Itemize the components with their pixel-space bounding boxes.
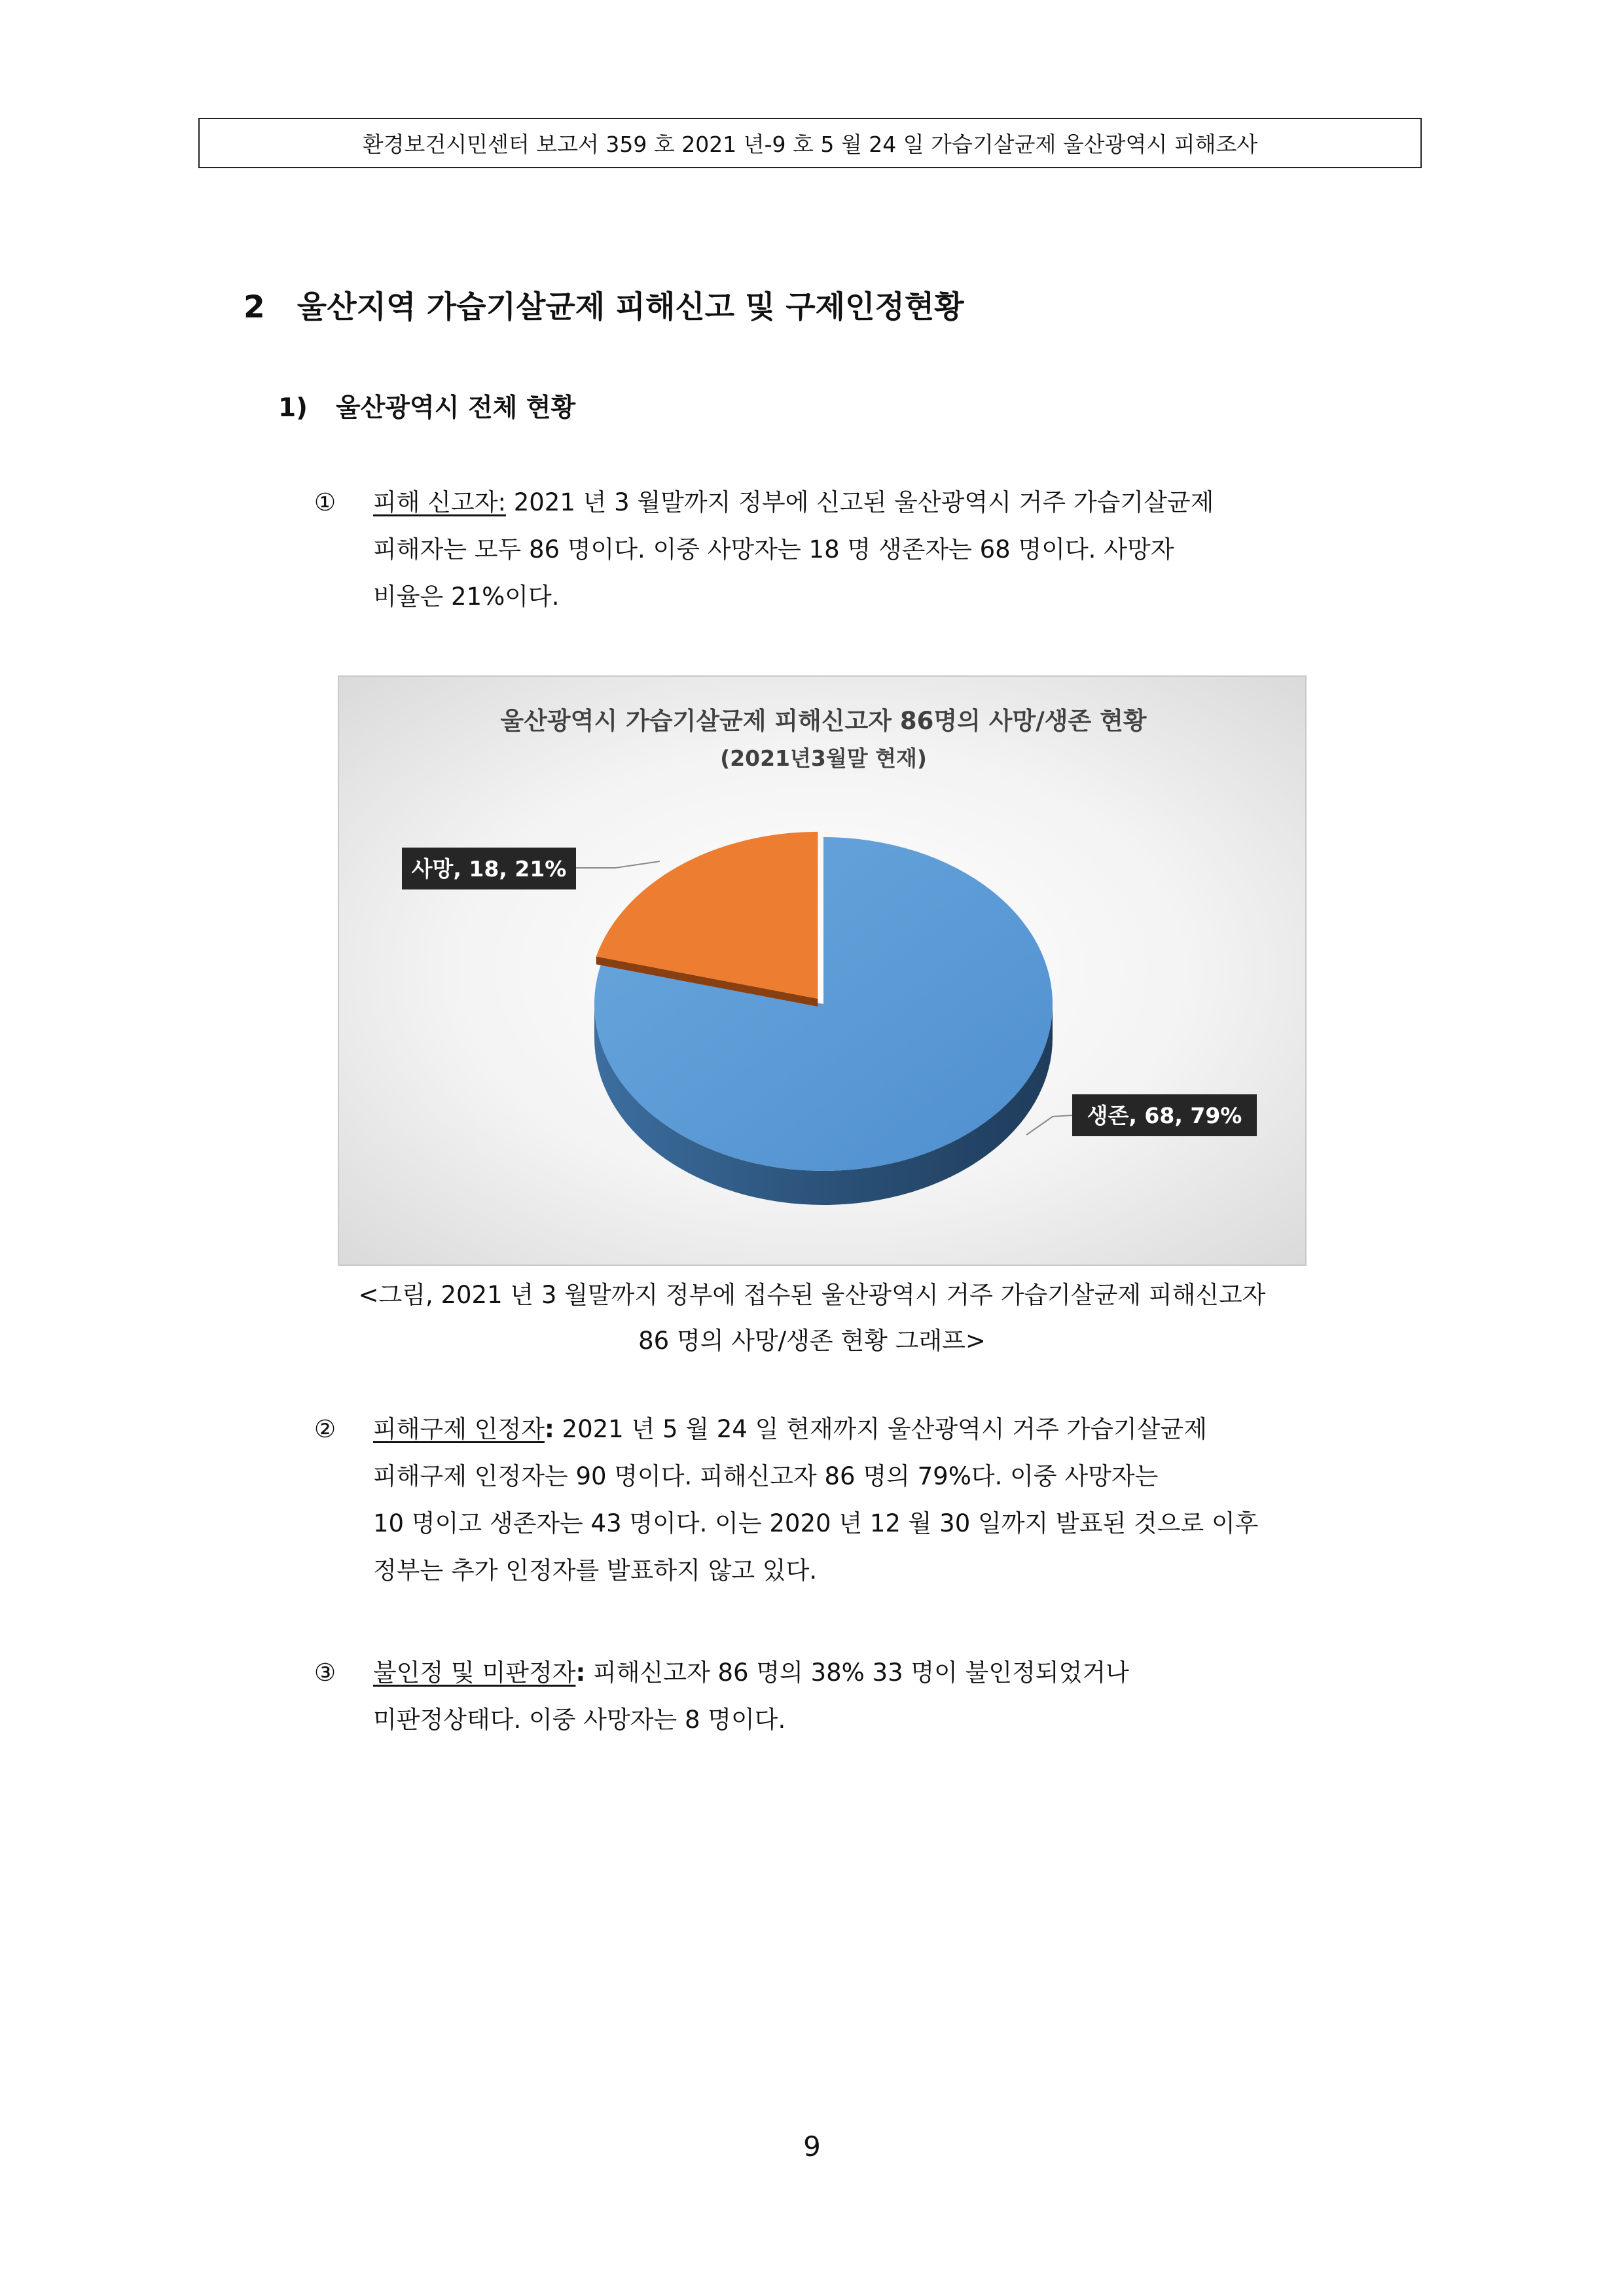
chart-title: 울산광역시 가습기살균제 피해신고자 86명의 사망/생존 현황 [500, 707, 1147, 735]
caption-line: <그림, 2021 년 3 월말까지 정부에 접수된 울산광역시 거주 가습기살균제 피해신고자 [358, 1281, 1266, 1309]
subsection-title [278, 387, 575, 424]
item-text-line: 미판정상태다. 이중 사망자는 8 명이다. [373, 1706, 786, 1734]
data-label-death-text: 사망, 18, 21% [411, 856, 567, 882]
caption-line: 86 명의 사망/생존 현황 그래프> [638, 1327, 986, 1355]
item-marker: ② [314, 1415, 336, 1443]
data-label-death [402, 848, 576, 889]
report-header [198, 118, 1422, 168]
item-text-line: 10 명이고 생존자는 43 명이다. 이는 2020 년 12 월 30 일까지 발표된 것으로 이후 [373, 1509, 1259, 1537]
section-title [244, 283, 964, 327]
report-header-text: 환경보건시민센터 보고서 359 호 2021 년-9 호 5 월 24 일 가습기살균제 울산광역시 피해조사 [362, 132, 1258, 157]
item-text-line: 2021 년 3 월말까지 정부에 신고된 울산광역시 거주 가습기살균제 [505, 488, 1214, 516]
page-number: 9 [803, 2130, 821, 2162]
data-label-survive-text: 생존, 68, 79% [1087, 1103, 1242, 1128]
pie-chart [338, 675, 1307, 1266]
item-text-line: 피해구제 인정자는 90 명이다. 피해신고자 86 명의 79%다. 이중 사망자는 [373, 1462, 1159, 1490]
item-term-separator: : [544, 1415, 554, 1443]
item-text-line: 2021 년 5 월 24 일 현재까지 울산광역시 거주 가습기살균제 [554, 1415, 1208, 1443]
item-term: 불인정 및 미판정자 [373, 1659, 576, 1687]
data-label-survive [1072, 1094, 1257, 1136]
section-number: 2 [244, 289, 265, 325]
leader-line-death [576, 861, 660, 868]
subsection-title-text: 울산광역시 전체 현황 [336, 393, 576, 423]
item-marker: ① [314, 488, 336, 516]
leader-line-survive [1026, 1115, 1072, 1135]
item-term: 피해구제 인정자 [373, 1415, 545, 1443]
item-marker: ③ [314, 1659, 336, 1687]
item-text-line: 정부는 추가 인정자를 발표하지 않고 있다. [373, 1556, 818, 1585]
section-title-text: 울산지역 가습기살균제 피해신고 및 구제인정현황 [297, 289, 964, 325]
item-text-line: 피해신고자 86 명의 38% 33 명이 불인정되었거나 [585, 1659, 1129, 1687]
item-text-line: 비율은 21%이다. [373, 583, 560, 611]
item-text-line: 피해자는 모두 86 명이다. 이중 사망자는 18 명 생존자는 68 명이다. 사망자 [373, 535, 1174, 564]
subsection-number: 1) [278, 393, 308, 423]
figure-caption [0, 1272, 1624, 1364]
item-term-separator: : [575, 1659, 586, 1687]
item-term: 피해 신고자 [373, 488, 498, 516]
item-term-separator: : [497, 488, 506, 516]
chart-subtitle: (2021년3월말 현재) [720, 745, 927, 771]
